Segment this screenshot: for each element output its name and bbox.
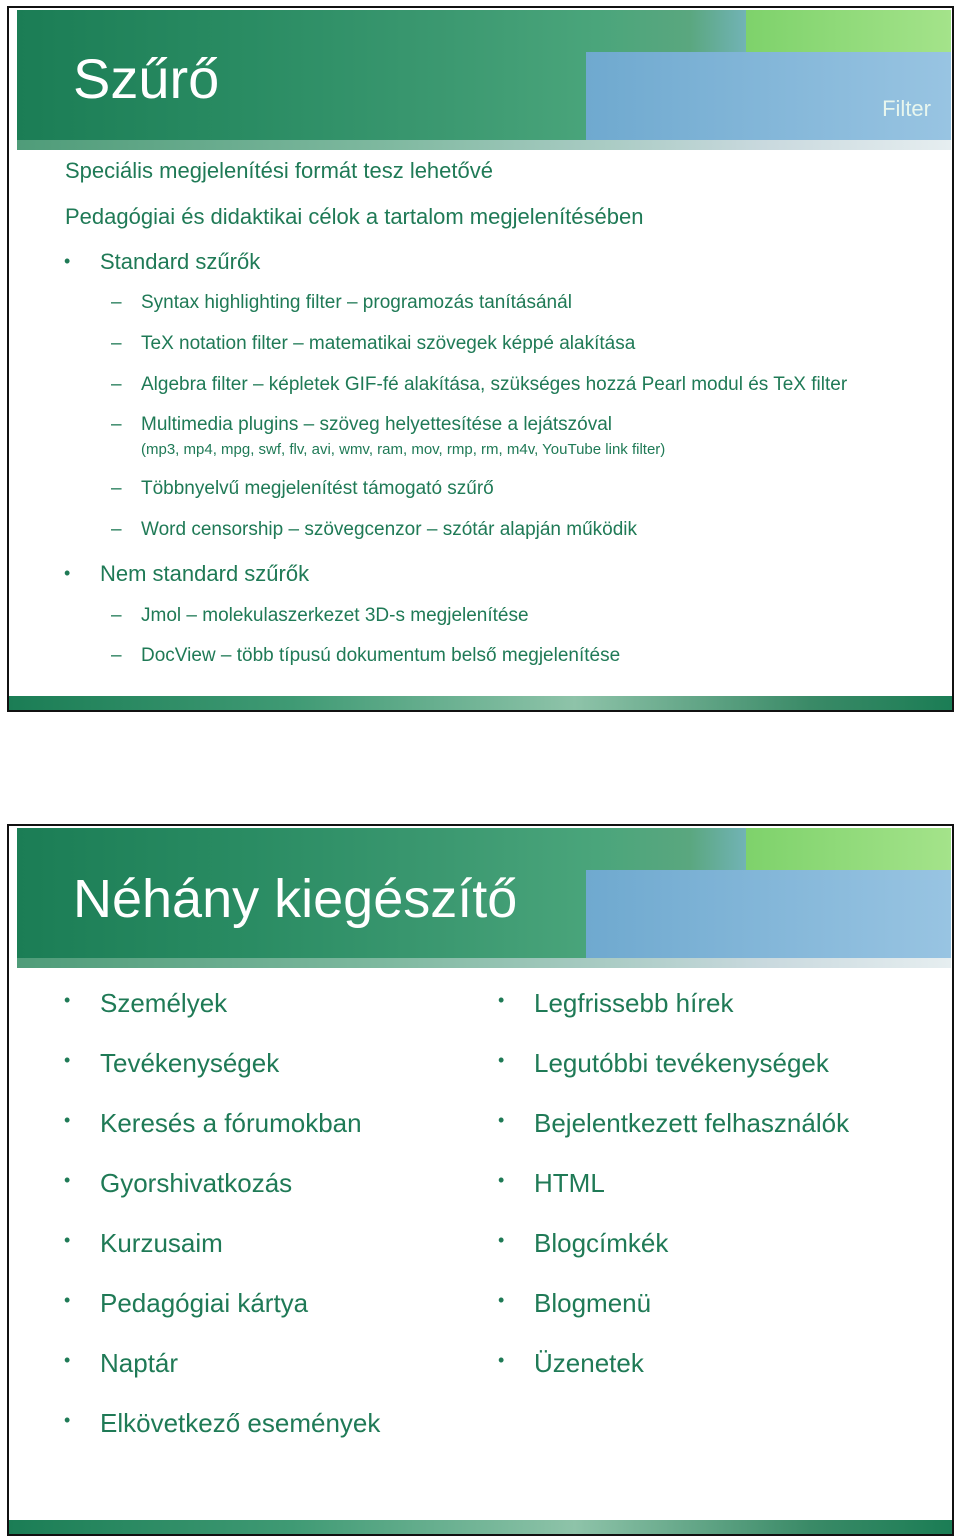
sub-item: – DocView – több típusú dokumentum belső megjelenítése bbox=[141, 645, 620, 667]
addon-item: • Üzenetek bbox=[534, 1348, 644, 1379]
header-rail bbox=[17, 140, 951, 150]
slide-footer-bar bbox=[9, 1520, 952, 1534]
slide-title: Szűrő bbox=[73, 47, 220, 110]
addon-item: • Naptár bbox=[100, 1348, 178, 1379]
intro-line: Pedagógiai és didaktikai célok a tartalom megjelenítésében bbox=[65, 204, 644, 229]
header-decoration bbox=[586, 870, 951, 958]
slide-header bbox=[17, 828, 951, 968]
addon-item: • Kurzusaim bbox=[100, 1228, 223, 1259]
addon-item: • Gyorshivatkozás bbox=[100, 1168, 292, 1199]
addon-item: • Blogmenü bbox=[534, 1288, 651, 1319]
header-decoration bbox=[746, 10, 951, 52]
addon-item: • Keresés a fórumokban bbox=[100, 1108, 362, 1139]
addon-item: • Elkövetkező események bbox=[100, 1408, 380, 1439]
addon-item: • Személyek bbox=[100, 988, 227, 1019]
sub-item: – Syntax highlighting filter – programozás tanításánál bbox=[141, 292, 572, 314]
slide-filter bbox=[7, 6, 954, 712]
slide-tag: Filter bbox=[882, 96, 931, 121]
addon-item: • HTML bbox=[534, 1168, 605, 1199]
addon-item: • Legutóbbi tevékenységek bbox=[534, 1048, 829, 1079]
slide-title: Néhány kiegészítő bbox=[73, 869, 518, 929]
bullet-nonstandard-filters: • Nem standard szűrők bbox=[100, 561, 309, 587]
slide-footer-bar bbox=[9, 696, 952, 710]
bullet-standard-filters: • Standard szűrők bbox=[100, 249, 260, 275]
sub-item: – Jmol – molekulaszerkezet 3D-s megjelenítése bbox=[141, 605, 529, 627]
multimedia-note: (mp3, mp4, mpg, swf, flv, avi, wmv, ram, mov, rmp, rm, m4v, YouTube link filter) bbox=[141, 441, 666, 458]
sub-item: – Multimedia plugins – szöveg helyettesítése a lejátszóval bbox=[141, 414, 612, 436]
header-rail bbox=[17, 958, 951, 968]
intro-line: Speciális megjelenítési formát tesz lehetővé bbox=[65, 158, 493, 183]
slide-addons bbox=[7, 824, 954, 1536]
sub-item: – Többnyelvű megjelenítést támogató szűrő bbox=[141, 478, 494, 500]
sub-item: – Word censorship – szövegcenzor – szótár alapján működik bbox=[141, 519, 637, 541]
addon-item: • Pedagógiai kártya bbox=[100, 1288, 308, 1319]
addon-item: • Bejelentkezett felhasználók bbox=[534, 1108, 849, 1139]
header-decoration bbox=[746, 828, 951, 870]
addon-item: • Legfrissebb hírek bbox=[534, 988, 733, 1019]
addon-item: • Tevékenységek bbox=[100, 1048, 279, 1079]
addon-item: • Blogcímkék bbox=[534, 1228, 668, 1259]
slide-header bbox=[17, 10, 951, 150]
sub-item: – TeX notation filter – matematikai szövegek képpé alakítása bbox=[141, 333, 635, 355]
sub-item: – Algebra filter – képletek GIF-fé alakítása, szükséges hozzá Pearl modul és TeX filter bbox=[141, 374, 847, 396]
